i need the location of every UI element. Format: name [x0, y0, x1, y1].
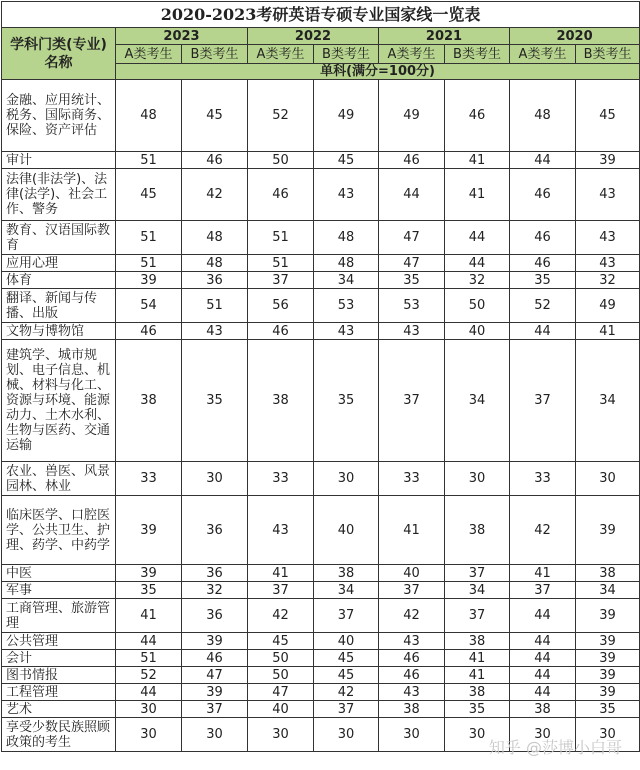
- score-cell: 47: [248, 684, 314, 701]
- score-cell: 37: [379, 582, 445, 599]
- score-cell: 42: [510, 496, 576, 565]
- score-cell: 54: [116, 289, 182, 323]
- score-cell: 30: [182, 462, 248, 496]
- score-cell: 38: [445, 496, 510, 565]
- a-class-header: A类考生: [116, 45, 182, 64]
- score-cell: 46: [510, 255, 576, 272]
- score-cell: 39: [116, 272, 182, 289]
- score-cell: 43: [379, 323, 445, 340]
- score-cell: 33: [379, 462, 445, 496]
- score-cell: 30: [314, 462, 379, 496]
- score-cell: 46: [510, 169, 576, 221]
- score-cell: 39: [576, 633, 640, 650]
- score-cell: 42: [182, 169, 248, 221]
- score-cell: 41: [445, 169, 510, 221]
- year-header: 2021: [379, 28, 510, 45]
- score-cell: 35: [116, 582, 182, 599]
- score-cell: 30: [576, 462, 640, 496]
- score-cell: 41: [445, 152, 510, 169]
- score-cell: 38: [445, 633, 510, 650]
- score-cell: 41: [510, 565, 576, 582]
- b-class-header: B类考生: [445, 45, 510, 64]
- score-cell: 43: [576, 169, 640, 221]
- score-cell: 32: [182, 582, 248, 599]
- score-cell: 38: [445, 684, 510, 701]
- score-cell: 41: [576, 323, 640, 340]
- score-cell: 36: [182, 565, 248, 582]
- score-cell: 50: [248, 667, 314, 684]
- score-cell: 35: [182, 340, 248, 462]
- category-name: 金融、应用统计、税务、国际商务、保险、资产评估: [2, 80, 116, 152]
- watermark: 知乎 @莎博小白哥: [488, 738, 622, 757]
- score-cell: 37: [182, 701, 248, 718]
- score-cell: 48: [314, 221, 379, 255]
- score-cell: 45: [116, 169, 182, 221]
- category-name: 文物与博物馆: [2, 323, 116, 340]
- score-cell: 53: [314, 289, 379, 323]
- score-cell: 34: [576, 582, 640, 599]
- unit-header: 单科(满分=100分): [116, 64, 640, 80]
- score-cell: 38: [116, 340, 182, 462]
- category-name: 中医: [2, 565, 116, 582]
- score-cell: 45: [182, 80, 248, 152]
- score-cell: 46: [510, 221, 576, 255]
- score-cell: 44: [510, 152, 576, 169]
- category-name: 工程管理: [2, 684, 116, 701]
- score-cell: 48: [182, 221, 248, 255]
- score-cell: 44: [510, 599, 576, 633]
- score-cell: 34: [445, 582, 510, 599]
- score-cell: 50: [248, 152, 314, 169]
- score-cell: 35: [379, 272, 445, 289]
- score-cell: 45: [314, 667, 379, 684]
- score-cell: 53: [379, 289, 445, 323]
- score-cell: 36: [182, 599, 248, 633]
- score-cell: 46: [182, 152, 248, 169]
- score-cell: 30: [445, 462, 510, 496]
- score-cell: 35: [510, 272, 576, 289]
- score-cell: 39: [182, 633, 248, 650]
- score-cell: 46: [379, 650, 445, 667]
- a-class-header: A类考生: [510, 45, 576, 64]
- score-cell: 35: [314, 340, 379, 462]
- score-cell: 43: [379, 633, 445, 650]
- score-cell: 45: [576, 80, 640, 152]
- score-cell: 30: [379, 718, 445, 752]
- score-cell: 41: [379, 496, 445, 565]
- year-header: 2020: [510, 28, 640, 45]
- score-cell: 38: [379, 701, 445, 718]
- score-cell: 30: [182, 718, 248, 752]
- score-cell: 46: [116, 323, 182, 340]
- score-cell: 32: [445, 272, 510, 289]
- score-cell: 39: [576, 496, 640, 565]
- table-row: [2, 565, 640, 582]
- score-cell: 51: [116, 650, 182, 667]
- category-name: 临床医学、口腔医学、公共卫生、护理、药学、中药学: [2, 496, 116, 565]
- table-row: [2, 599, 640, 633]
- score-cell: 49: [576, 289, 640, 323]
- table-row: [2, 323, 640, 340]
- score-cell: 47: [379, 255, 445, 272]
- category-name: 会计: [2, 650, 116, 667]
- score-cell: 30: [510, 718, 576, 752]
- score-cell: 39: [576, 684, 640, 701]
- table-row: [2, 289, 640, 323]
- b-class-header: B类考生: [576, 45, 640, 64]
- score-cell: 44: [445, 255, 510, 272]
- score-cell: 39: [576, 599, 640, 633]
- table-row: [2, 650, 640, 667]
- score-cell: 39: [576, 650, 640, 667]
- score-cell: 41: [116, 599, 182, 633]
- score-cell: 39: [576, 667, 640, 684]
- score-cell: 37: [379, 340, 445, 462]
- category-name: 军事: [2, 582, 116, 599]
- b-class-header: B类考生: [182, 45, 248, 64]
- score-cell: 35: [576, 701, 640, 718]
- score-cell: 43: [576, 221, 640, 255]
- score-cell: 33: [510, 462, 576, 496]
- score-cell: 38: [510, 701, 576, 718]
- score-cell: 44: [510, 650, 576, 667]
- score-cell: 41: [445, 667, 510, 684]
- score-cell: 49: [379, 80, 445, 152]
- score-cell: 52: [510, 289, 576, 323]
- category-name: 翻译、新闻与传播、出版: [2, 289, 116, 323]
- score-cell: 46: [248, 323, 314, 340]
- score-cell: 42: [314, 684, 379, 701]
- score-cell: 46: [248, 169, 314, 221]
- score-cell: 50: [445, 289, 510, 323]
- score-cell: 44: [379, 169, 445, 221]
- score-cell: 37: [445, 565, 510, 582]
- score-cell: 39: [116, 496, 182, 565]
- score-cell: 47: [182, 667, 248, 684]
- score-cell: 37: [314, 701, 379, 718]
- score-cell: 46: [445, 80, 510, 152]
- score-cell: 37: [314, 599, 379, 633]
- score-cell: 44: [445, 221, 510, 255]
- score-cell: 39: [116, 565, 182, 582]
- score-cell: 36: [182, 272, 248, 289]
- score-cell: 37: [248, 582, 314, 599]
- score-cell: 40: [445, 323, 510, 340]
- score-cell: 48: [182, 255, 248, 272]
- table-row: [2, 80, 640, 152]
- score-cell: 48: [314, 255, 379, 272]
- category-name: 法律(非法学)、法律(法学)、社会工作、警务: [2, 169, 116, 221]
- score-cell: 34: [314, 582, 379, 599]
- score-cell: 43: [248, 496, 314, 565]
- score-cell: 30: [116, 701, 182, 718]
- table-row: [2, 582, 640, 599]
- score-cell: 34: [576, 340, 640, 462]
- table-row: [2, 152, 640, 169]
- score-cell: 40: [248, 701, 314, 718]
- a-class-header: A类考生: [379, 45, 445, 64]
- score-cell: 37: [445, 599, 510, 633]
- score-cell: 35: [445, 701, 510, 718]
- score-cell: 30: [445, 718, 510, 752]
- table-row: [2, 462, 640, 496]
- score-cell: 42: [379, 599, 445, 633]
- score-cell: 43: [576, 255, 640, 272]
- score-cell: 51: [116, 152, 182, 169]
- category-name: 图书情报: [2, 667, 116, 684]
- category-name: 教育、汉语国际教育: [2, 221, 116, 255]
- score-cell: 37: [510, 340, 576, 462]
- category-name: 享受少数民族照顾政策的考生: [2, 718, 116, 752]
- a-class-header: A类考生: [248, 45, 314, 64]
- score-cell: 38: [576, 565, 640, 582]
- score-cell: 44: [510, 684, 576, 701]
- score-cell: 42: [248, 599, 314, 633]
- table-row: [2, 684, 640, 701]
- score-table: [1, 1, 640, 752]
- score-cell: 48: [510, 80, 576, 152]
- score-cell: 43: [182, 323, 248, 340]
- category-name: 工商管理、旅游管理: [2, 599, 116, 633]
- year-header: 2023: [116, 28, 248, 45]
- year-header: 2022: [248, 28, 379, 45]
- score-cell: 34: [445, 340, 510, 462]
- score-cell: 32: [576, 272, 640, 289]
- score-cell: 33: [248, 462, 314, 496]
- score-cell: 51: [248, 255, 314, 272]
- score-cell: 41: [445, 650, 510, 667]
- score-cell: 48: [116, 80, 182, 152]
- score-cell: 47: [379, 221, 445, 255]
- score-cell: 37: [248, 272, 314, 289]
- score-cell: 45: [314, 650, 379, 667]
- score-cell: 52: [116, 667, 182, 684]
- score-cell: 44: [510, 633, 576, 650]
- score-cell: 40: [379, 565, 445, 582]
- score-cell: 46: [182, 650, 248, 667]
- table-row: [2, 496, 640, 565]
- table-row: [2, 633, 640, 650]
- category-name: 应用心理: [2, 255, 116, 272]
- score-cell: 46: [379, 152, 445, 169]
- category-name: 农业、兽医、风景园林、林业: [2, 462, 116, 496]
- category-header: 学科门类(专业)名称: [2, 28, 116, 80]
- score-cell: 30: [314, 718, 379, 752]
- score-cell: 44: [116, 633, 182, 650]
- score-cell: 45: [314, 152, 379, 169]
- score-cell: 34: [314, 272, 379, 289]
- score-cell: 44: [116, 684, 182, 701]
- table-row: [2, 169, 640, 221]
- score-cell: 30: [248, 718, 314, 752]
- score-cell: 51: [182, 289, 248, 323]
- score-cell: 30: [116, 718, 182, 752]
- score-cell: 41: [248, 565, 314, 582]
- table-row: [2, 272, 640, 289]
- b-class-header: B类考生: [314, 45, 379, 64]
- score-cell: 46: [379, 667, 445, 684]
- score-cell: 44: [510, 323, 576, 340]
- category-name: 审计: [2, 152, 116, 169]
- category-name: 建筑学、城市规划、电子信息、机械、材料与化工、资源与环境、能源动力、土木水利、生物与医药、交通运输: [2, 340, 116, 462]
- category-name: 公共管理: [2, 633, 116, 650]
- table-title: 2020-2023考研英语专硕专业国家线一览表: [2, 2, 640, 28]
- score-cell: 43: [379, 684, 445, 701]
- score-cell: 39: [576, 152, 640, 169]
- score-cell: 38: [314, 565, 379, 582]
- score-cell: 40: [314, 633, 379, 650]
- category-name: 体育: [2, 272, 116, 289]
- score-cell: 33: [116, 462, 182, 496]
- score-cell: 49: [314, 80, 379, 152]
- score-cell: 40: [314, 496, 379, 565]
- score-cell: 52: [248, 80, 314, 152]
- score-cell: 30: [576, 718, 640, 752]
- score-cell: 36: [182, 496, 248, 565]
- score-cell: 43: [314, 169, 379, 221]
- score-cell: 45: [248, 633, 314, 650]
- table-row: [2, 667, 640, 684]
- table-row: [2, 255, 640, 272]
- table-row: [2, 701, 640, 718]
- score-cell: 51: [248, 221, 314, 255]
- score-cell: 38: [248, 340, 314, 462]
- score-cell: 56: [248, 289, 314, 323]
- score-cell: 37: [510, 582, 576, 599]
- score-cell: 51: [116, 255, 182, 272]
- table-row: [2, 221, 640, 255]
- table-row: [2, 340, 640, 462]
- score-cell: 44: [510, 667, 576, 684]
- score-cell: 50: [248, 650, 314, 667]
- score-cell: 39: [182, 684, 248, 701]
- score-cell: 51: [116, 221, 182, 255]
- category-name: 艺术: [2, 701, 116, 718]
- score-cell: 43: [314, 323, 379, 340]
